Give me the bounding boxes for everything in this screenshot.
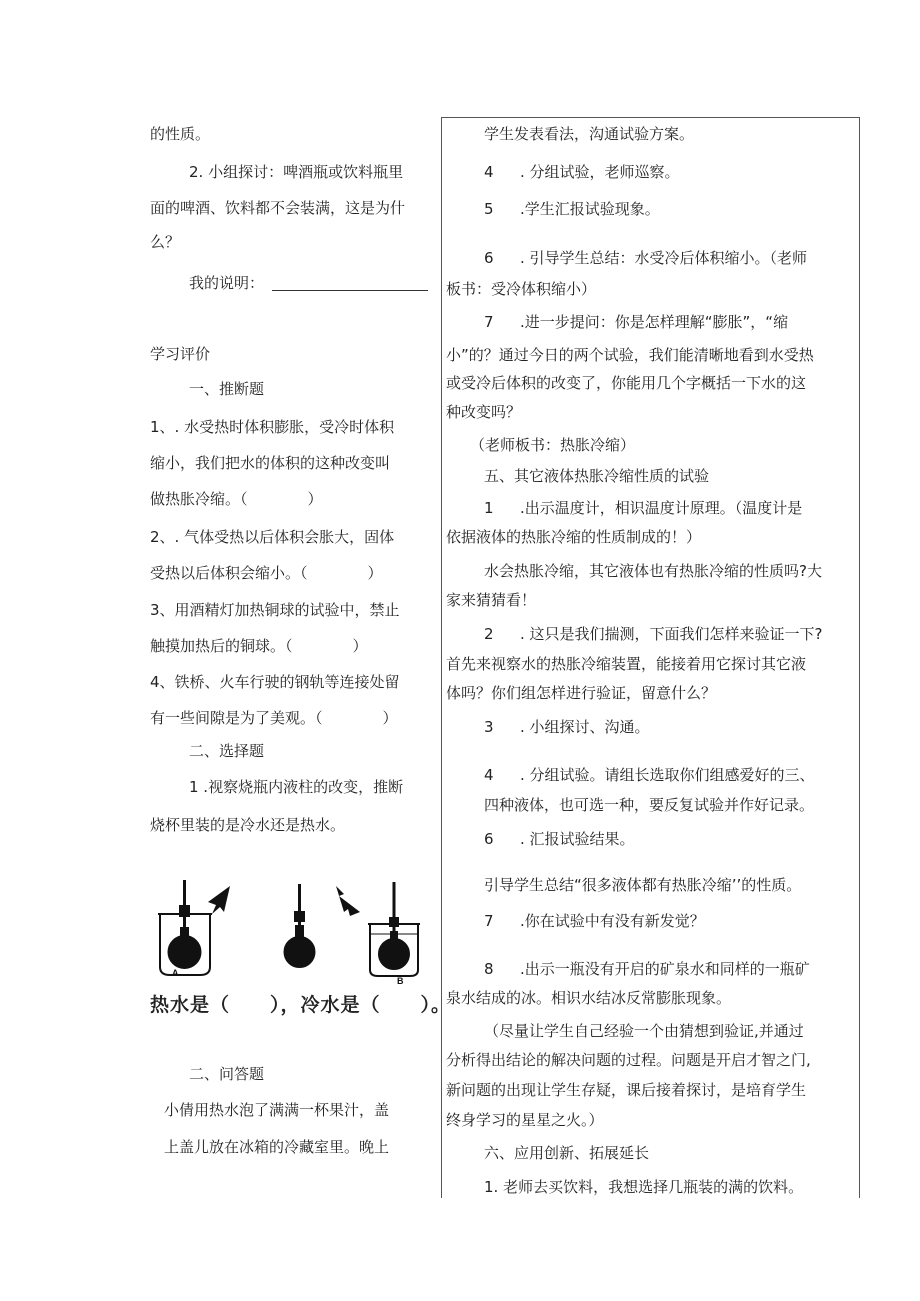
text-line: 引导学生总结“很多液体都有热胀冷缩’’的性质。 [484, 876, 802, 894]
text-line: 新问题的出现让学生存疑，课后接着探讨，是培育学生 [446, 1081, 807, 1099]
flask-a [158, 880, 212, 975]
choice-item-1: 1 .视察烧瓶内液柱的改变，推断 [189, 778, 404, 796]
text-line: 种改变吗？ [446, 403, 522, 421]
text-line: . 汇报试验结果。 [520, 830, 635, 848]
text-line: （老师板书：热胀冷缩） [470, 436, 636, 454]
flask-b [368, 882, 420, 976]
text-line: 缩小，我们把水的体积的这种改变叫 [150, 454, 391, 472]
step-number: 4 [484, 163, 494, 181]
text-line: . 这只是我们揣测，下面我们怎样来验证一下? [520, 625, 823, 643]
section-heading: 五、其它液体热胀冷缩性质的试验 [484, 467, 710, 485]
text-line: 上盖儿放在冰箱的冷藏室里。晚上 [164, 1138, 390, 1156]
label-b: B [397, 976, 404, 986]
text-line: 终身学习的星星之火。） [446, 1111, 604, 1129]
text-line: 板书：受冷体积缩小） [446, 280, 597, 298]
section-heading: 六、应用创新、拓展延长 [484, 1144, 650, 1162]
step-number: 6 [484, 249, 494, 267]
judge-item-4: 4、铁桥、火车行驶的钢轨等连接处留 [150, 673, 400, 691]
text-line: 四种液体，也可选一种，要反复试验并作好记录。 [484, 796, 815, 814]
text-line: 家来猜猜看！ [446, 591, 537, 609]
text-line: 首先来视察水的热胀冷缩装置，能接着用它探讨其它液 [446, 655, 807, 673]
judge-item-1: 1、. 水受热时体积膨胀，受冷时体积 [150, 418, 395, 436]
question-2: 2. 小组探讨：啤酒瓶或饮料瓶里 [189, 163, 404, 181]
step-number: 4 [484, 766, 494, 784]
text-line: 依据液体的热胀冷缩的性质制成的！） [446, 528, 702, 546]
text-line: .学生汇报试验现象。 [520, 200, 660, 218]
text-line: 小”的？通过今日的两个试验，我们能清晰地看到水受热 [446, 346, 814, 364]
text-line: 的性质。 [150, 125, 211, 143]
text-line: .出示温度计，相识温度计原理。（温度计是 [520, 499, 803, 517]
arrow-a [208, 886, 230, 914]
step-number: 7 [484, 912, 494, 930]
text-line: 触摸加热后的铜球。（ ） [150, 637, 368, 655]
text-line: 有一些间隙是为了美观。（ ） [150, 709, 398, 727]
text-line: 或受冷后体积的改变了，你能用几个字概括一下水的这 [446, 374, 807, 392]
step-number: 1 [484, 499, 494, 517]
text-line: 小倩用热水泡了满满一杯果汁，盖 [164, 1101, 390, 1119]
text-line: 做热胀冷缩。（ ） [150, 490, 323, 508]
text-line: 受热以后体积会缩小。（ ） [150, 564, 383, 582]
answer-blank[interactable] [272, 290, 428, 291]
label-a: A [172, 968, 179, 978]
text-line: .出示一瓶没有开启的矿泉水和同样的一瓶矿 [520, 960, 810, 978]
flask-illustration [150, 872, 420, 992]
text-line: 面的啤酒、饮料都不会装满，这是为什 [150, 199, 406, 217]
section-title: 学习评价 [150, 345, 211, 363]
step-number: 2 [484, 625, 494, 643]
text-line: 泉水结成的冰。相识水结冰反常膨胀现象。 [446, 989, 732, 1007]
text-line: . 引导学生总结：水受冷后体积缩小。（老师 [520, 249, 808, 267]
judge-item-3: 3、用酒精灯加热铜球的试验中，禁止 [150, 601, 400, 619]
step-number: 6 [484, 830, 494, 848]
section-heading: 二、问答题 [189, 1065, 265, 1083]
text-line: 烧杯里装的是冷水还是热水。 [150, 816, 346, 834]
text-line: .你在试验中有没有新发觉？ [520, 912, 705, 930]
text-line: 学生发表看法，沟通试验方案。 [484, 125, 695, 143]
judge-item-2: 2、. 气体受热以后体积会胀大，固体 [150, 528, 395, 546]
text-line: 1. 老师去买饮料，我想选择几瓶装的满的饮料。 [484, 1178, 804, 1196]
text-line: 么？ [150, 233, 181, 251]
text-line: . 分组试验，老师巡察。 [520, 163, 680, 181]
text-line: . 分组试验。请组长选取你们组感爱好的三、 [520, 766, 815, 784]
step-number: 3 [484, 718, 494, 736]
text-line: 体吗？你们组怎样进行验证，留意什么？ [446, 684, 717, 702]
step-number: 8 [484, 960, 494, 978]
section-heading: 二、选择题 [189, 742, 265, 760]
step-number: 7 [484, 313, 494, 331]
arrow-b [336, 886, 360, 916]
answer-label: 我的说明： [189, 274, 265, 292]
section-heading: 一、推断题 [189, 380, 265, 398]
text-line: . 小组探讨、沟通。 [520, 718, 650, 736]
text-line: 分析得出结论的解决问题的过程。问题是开启才智之门, [446, 1051, 811, 1069]
text-line: （尽量让学生自己经验一个由猜想到验证,并通过 [484, 1022, 804, 1040]
flask-answer-line: 热水是（ ），冷水是（ ）。 [150, 994, 452, 1016]
text-line: 水会热胀冷缩，其它液体也有热胀冷缩的性质吗?大 [484, 562, 822, 580]
flask-middle [285, 884, 315, 967]
text-line: .进一步提问：你是怎样理解“膨胀”，“缩 [520, 313, 789, 331]
step-number: 5 [484, 200, 494, 218]
